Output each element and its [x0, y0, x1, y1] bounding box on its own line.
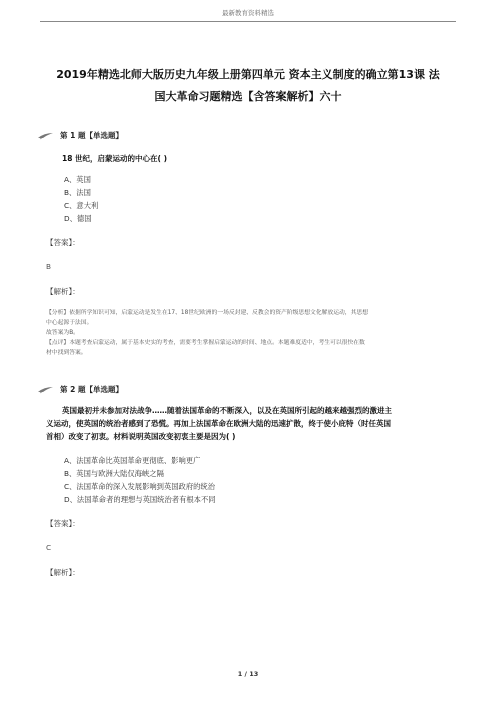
- question-1-answer: B: [46, 262, 52, 271]
- question-2-stem-line: 首相）改变了初衷。材料说明英国改变初衷主要是因为( ): [46, 432, 236, 441]
- analysis-line: 故答案为B。: [46, 330, 79, 336]
- question-1-analysis-label: 【解析】：: [46, 287, 80, 296]
- question-2-option-c: C、法国革命的深入发展影响到英国政府的统治: [64, 482, 216, 491]
- page-header: 最新教育资料精选: [222, 9, 274, 17]
- document-title: [40, 64, 456, 108]
- question-1-option-b: B、法国: [64, 188, 91, 197]
- question-2-heading-text: 第 2 题【单选题】: [60, 385, 123, 394]
- title-line-1: 2019年精选北师大版历史九年级上册第四单元 资本主义制度的确立第13课 法: [56, 68, 440, 81]
- question-2-stem: [46, 404, 456, 443]
- question-1-option-a: A、英国: [64, 175, 91, 184]
- header-divider: [40, 21, 456, 22]
- question-1-option-c: C、意大利: [64, 201, 99, 210]
- analysis-line: 中心起源于法国。: [46, 320, 93, 326]
- question-1-answer-label: 【答案】：: [46, 238, 80, 247]
- question-2-heading: [38, 384, 123, 395]
- question-2-answer-label: 【答案】：: [46, 519, 80, 528]
- question-1-heading-text: 第 1 题【单选题】: [60, 131, 123, 140]
- question-1-heading: [38, 130, 123, 141]
- analysis-line: 【分析】依据所学知识可知，启蒙运动是发生在17、18世纪欧洲的一场反封建、反教会的资产阶级思想文化解放运动，其思想: [46, 310, 368, 316]
- question-2-answer: C: [46, 543, 52, 552]
- question-1-stem-line: 18 世纪，启蒙运动的中心在( ): [62, 154, 168, 163]
- title-line-2: 国大革命习题精选【含答案解析】六十: [154, 90, 342, 103]
- question-2-option-d: D、法国革命者的理想与英国统治者有根本不同: [64, 495, 216, 504]
- question-2-analysis-label: 【解析】：: [46, 568, 80, 577]
- question-2-option-b: B、英国与欧洲大陆仅海峡之隔: [64, 469, 164, 478]
- question-2-option-a: A、法国革命比英国革命更彻底、影响更广: [64, 456, 201, 465]
- question-2-stem-line: 义运动，使英国的统治者感到了恐慌。再加上法国革命在欧洲大陆的迅速扩散，终于使小庇特（时任英国: [46, 419, 391, 428]
- question-1-option-d: D、德国: [64, 214, 92, 223]
- question-1-analysis: [46, 308, 446, 358]
- quill-icon: [38, 386, 54, 394]
- quill-icon: [38, 132, 54, 140]
- page-number: 1 / 13: [237, 670, 259, 678]
- analysis-line: 【点评】本题考查启蒙运动，属于基本史实的考查，需要考生掌握启蒙运动的时间、地点。本题难度适中，考生可以很快在数: [46, 340, 365, 346]
- question-1-stem: [62, 152, 458, 165]
- question-2-stem-line: 英国最初并未参加对法战争……随着法国革命的不断深入，以及在英国所引起的越来越强烈的激进主: [62, 406, 392, 415]
- analysis-line: 材中找到答案。: [46, 350, 87, 356]
